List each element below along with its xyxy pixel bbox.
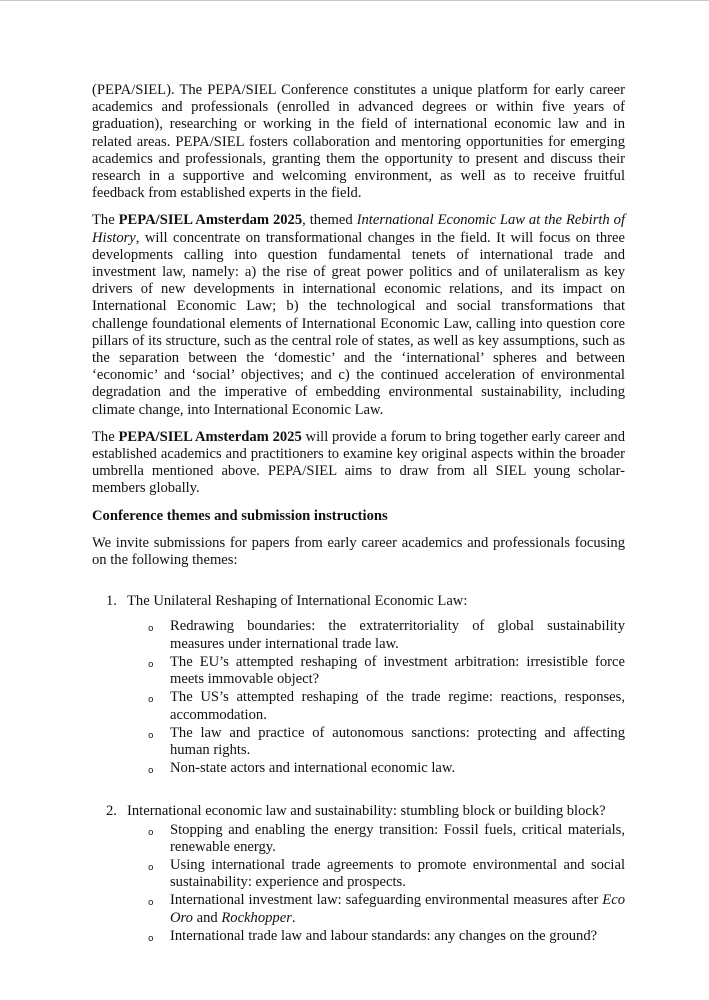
- list-item-text: International trade law and labour standards: any changes on the ground?: [170, 927, 598, 944]
- bullet-icon: o: [148, 695, 154, 706]
- list-item-text: The EU’s attempted reshaping of investment arbitration: irresistible force meets immovable object?: [170, 653, 625, 688]
- list-item: [148, 822, 625, 856]
- conference-name-bold-2: PEPA/SIEL Amsterdam 2025: [118, 428, 302, 445]
- theme-title-row: [106, 593, 625, 610]
- list-item: [148, 857, 625, 891]
- page-top-border: [0, 0, 709, 1]
- list-item: [148, 618, 625, 652]
- p2-rest: , will concentrate on transformational changes in the field. It will focus on three developments calling into question fundamental tenets of international trade and investment law, namely: a) the rise of great power politics and of unilateralism as key drivers of new developments in international economic relations, and its impact on International Economic Law; b) the technological and social transformations that challenge foundational elements of International Economic Law, calling into question core pillars of its structure, such as the central role of states, as well as key assumptions, such as the separation between the ‘domestic’ and the ‘international’ spheres and between ‘economic’ and ‘social’ objectives; and c) the continued acceleration of environmental degradation and the imperative of embedding environmental sustainability, including climate change, into International Economic Law.: [92, 229, 625, 418]
- bullet-icon: o: [148, 933, 154, 944]
- theme-2-subitems: [148, 822, 625, 948]
- bullet-icon: o: [148, 827, 154, 838]
- list-item: [148, 725, 625, 759]
- p3-lead: The: [92, 428, 119, 445]
- text-end: .: [291, 909, 296, 926]
- case-name-italic: Rockhopper: [221, 909, 292, 926]
- bullet-icon: o: [148, 730, 154, 741]
- bullet-icon: o: [148, 659, 154, 670]
- bullet-icon: o: [148, 862, 154, 873]
- list-item: [148, 654, 625, 688]
- list-item: [148, 689, 625, 723]
- list-item-text: Non-state actors and international economic law.: [170, 760, 456, 777]
- p3-rest: will provide a forum to bring together early career and established academics and practitioners to examine key original aspects within the broader umbrella mentioned above. PEPA/SIEL aims to draw from all SIEL young scholar-members globally.: [92, 428, 625, 497]
- intro-paragraph-pepa-siel: (PEPA/SIEL). The PEPA/SIEL Conference constitutes a unique platform for early career academics and professionals (enrolled in advanced degrees or within five years of graduation), researching or working in the field of international economic law and in related areas. PEPA/SIEL fosters collaboration and mentoring opportunities for emerging academics and professionals, granting them the opportunity to present and discuss their research in a supportive and welcoming environment, as well as to receive fruitful feedback from established experts in the field.: [92, 82, 625, 202]
- spacer: [92, 579, 625, 593]
- theme-1: [92, 593, 625, 780]
- theme-1-subitems: [148, 618, 625, 780]
- list-item: [148, 928, 625, 948]
- conference-name-bold: PEPA/SIEL Amsterdam 2025: [118, 212, 303, 229]
- forum-paragraph: [92, 429, 625, 498]
- list-item-text: Using international trade agreements to promote environmental and social sustainability: experience and prospects.: [170, 856, 625, 891]
- amsterdam-2025-theme-paragraph: [92, 212, 625, 418]
- list-item-text: The law and practice of autonomous sanctions: protecting and affecting human rights.: [170, 724, 625, 758]
- document-page: [92, 82, 625, 949]
- text-lead: International investment law: safeguarding environmental measures after: [170, 892, 603, 909]
- bullet-icon: o: [148, 766, 154, 777]
- theme-title: The Unilateral Reshaping of International Economic Law:: [127, 593, 468, 610]
- spacer: [92, 781, 625, 803]
- list-item-text: The US’s attempted reshaping of the trade regime: reactions, responses, accommodation.: [170, 689, 625, 723]
- conference-theme-italic: International Economic Law at the Rebirth of History: [92, 212, 626, 246]
- list-item-text: Stopping and enabling the energy transition: Fossil fuels, critical materials, renewable energy.: [170, 821, 625, 855]
- p2-lead: The: [92, 212, 119, 229]
- list-item-text: [170, 892, 625, 926]
- list-item: [148, 892, 625, 926]
- p2-mid: , themed: [302, 212, 357, 229]
- theme-title-row: [106, 803, 625, 820]
- list-item-text: Redrawing boundaries: the extraterritoriality of global sustainability measures under international trade law.: [170, 618, 625, 652]
- theme-number: 2.: [106, 803, 117, 820]
- submission-invite-paragraph: We invite submissions for papers from early career academics and professionals focusing on the following themes:: [92, 534, 625, 569]
- theme-2: [92, 803, 625, 948]
- bullet-icon: o: [148, 898, 154, 909]
- list-item: [148, 760, 625, 780]
- theme-title: International economic law and sustainability: stumbling block or building block?: [127, 803, 606, 820]
- section-heading: Conference themes and submission instructions: [92, 507, 388, 524]
- case-name-italic: Eco Oro: [170, 892, 625, 926]
- text-mid: and: [192, 909, 222, 926]
- theme-number: 1.: [106, 593, 117, 610]
- bullet-icon: o: [148, 624, 154, 635]
